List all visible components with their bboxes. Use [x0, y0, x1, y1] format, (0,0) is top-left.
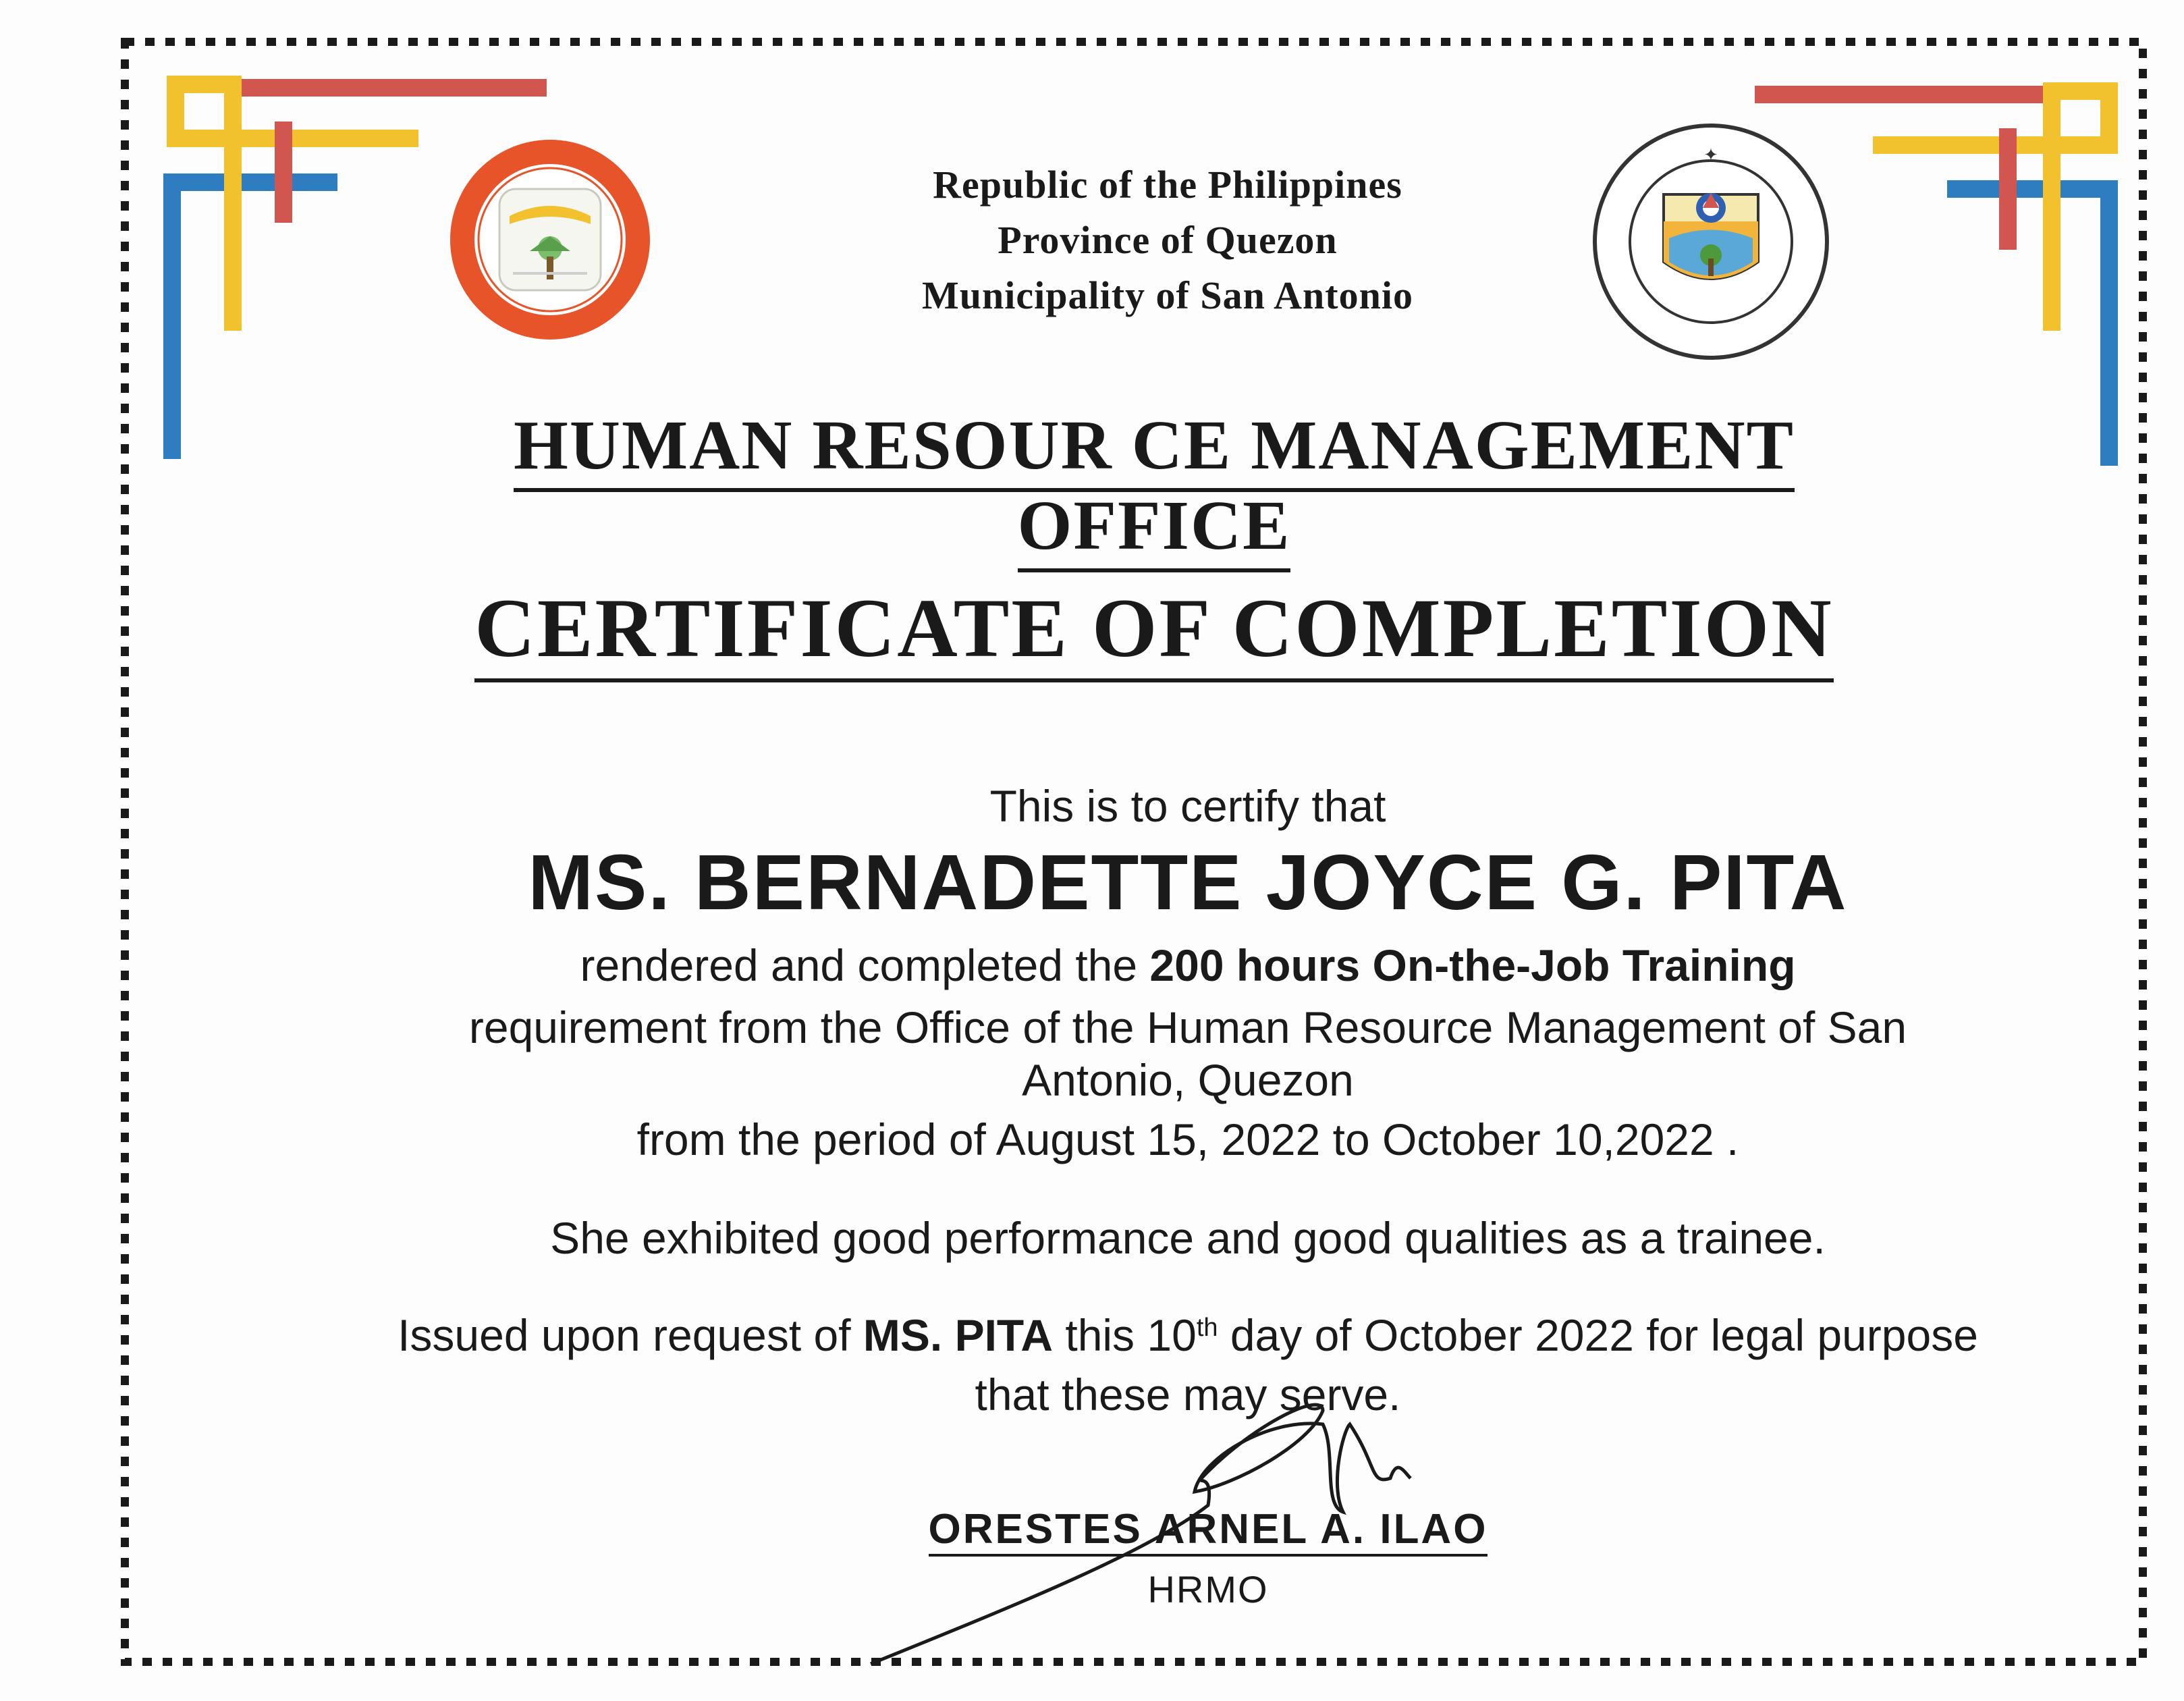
signatory-name-text: ORESTES ARNEL A. ILAO — [929, 1506, 1488, 1557]
office-title-text: HUMAN RESOUR CE MANAGEMENT OFFICE — [514, 406, 1795, 572]
header-municipality: Municipality of San Antonio — [922, 273, 1413, 317]
location-line: Antonio, Quezon — [1022, 1055, 1354, 1105]
rendered-prefix: rendered and completed the — [580, 940, 1150, 990]
header-republic: Republic of the Philippines — [933, 163, 1402, 207]
provincial-seal-icon — [1589, 120, 1832, 363]
certify-line: This is to certify that — [989, 781, 1386, 831]
municipal-seal-icon — [445, 135, 655, 344]
rendered-line — [270, 940, 2106, 991]
issued-name: MS. PITA — [863, 1310, 1054, 1360]
certificate-title-text: CERTIFICATE OF COMPLETION — [474, 582, 1833, 682]
period-line: from the period of August 15, 2022 to October 10,2022 . — [636, 1114, 1739, 1164]
requirement-line: requirement from the Office of the Human Resource Management of San — [468, 1002, 1907, 1052]
issued-line — [202, 1310, 2173, 1361]
recipient-name: MS. BERNADETTE JOYCE G. PITA — [528, 838, 1848, 926]
issued-ordinal: th — [1196, 1314, 1218, 1342]
office-title — [378, 405, 1930, 566]
certificate-title — [378, 580, 1930, 676]
signatory-name — [918, 1505, 1498, 1553]
svg-text:✦: ✦ — [1703, 145, 1718, 165]
issued-suffix: day of October 2022 for legal purpose — [1218, 1310, 1978, 1360]
header-province: Province of Quezon — [998, 218, 1338, 262]
issued-mid: this 10 — [1053, 1310, 1197, 1360]
signatory-title: HRMO — [1147, 1568, 1269, 1611]
serve-line: that these may serve. — [975, 1370, 1401, 1420]
performance-line: She exhibited good performance and good qualities as a trainee. — [550, 1213, 1826, 1263]
issued-prefix: Issued upon request of — [398, 1310, 863, 1360]
training-hours: 200 hours On-the-Job Training — [1149, 940, 1796, 990]
